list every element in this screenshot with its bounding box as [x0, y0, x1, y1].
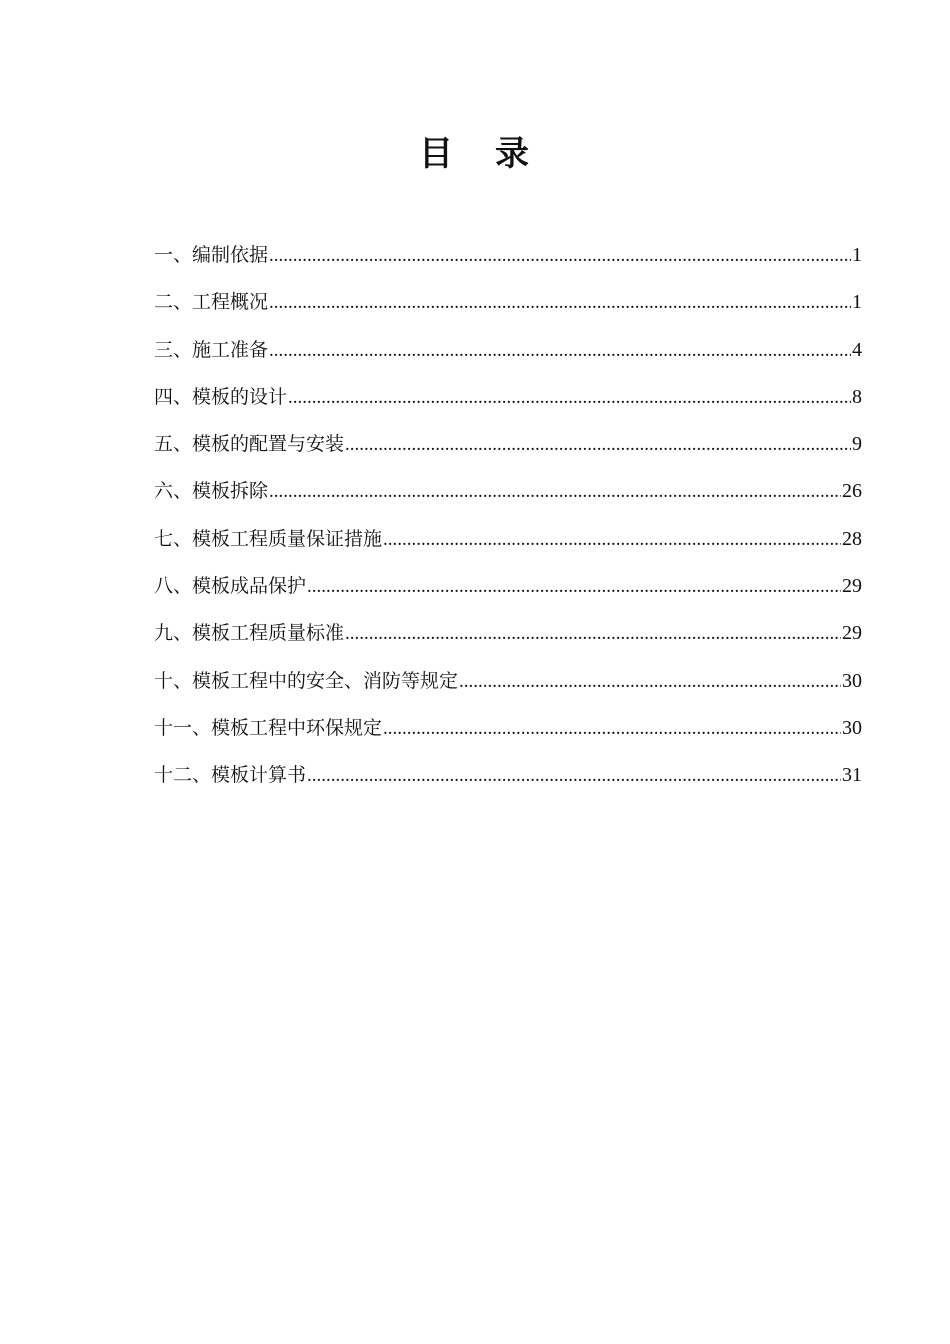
toc-entry-page: 29 — [842, 575, 862, 598]
toc-entry-5[interactable] — [154, 421, 862, 468]
toc-entry-label: 八、模板成品保护 — [154, 575, 307, 598]
toc-dot-leader — [307, 563, 841, 610]
toc-dot-leader — [383, 516, 841, 563]
toc-entry-page: 30 — [842, 716, 862, 739]
toc-entry-11[interactable] — [154, 705, 862, 752]
toc-entry-label: 七、模板工程质量保证措施 — [154, 527, 383, 550]
toc-entry-page: 4 — [852, 338, 862, 361]
toc-entry-page: 8 — [852, 385, 862, 408]
toc-entry-10[interactable] — [154, 658, 862, 705]
toc-dot-leader — [269, 279, 851, 326]
toc-entry-label: 四、模板的设计 — [154, 385, 288, 408]
toc-dot-leader — [345, 610, 841, 657]
toc-entry-label: 三、施工准备 — [154, 338, 269, 361]
toc-dot-leader — [269, 468, 841, 515]
toc-entry-7[interactable] — [154, 516, 862, 563]
toc-entry-4[interactable] — [154, 374, 862, 421]
toc-entry-label: 十二、模板计算书 — [154, 764, 307, 787]
toc-entry-page: 26 — [842, 480, 862, 503]
toc-entry-page: 31 — [842, 764, 862, 787]
toc-entry-page: 9 — [852, 433, 862, 456]
toc-entry-page: 1 — [852, 291, 862, 314]
table-of-contents — [154, 232, 862, 800]
toc-dot-leader — [269, 232, 851, 279]
toc-dot-leader — [459, 658, 841, 705]
page-title-char-1: 目 — [419, 134, 455, 174]
toc-entry-label: 五、模板的配置与安装 — [154, 433, 345, 456]
toc-dot-leader — [307, 752, 841, 799]
toc-entry-12[interactable] — [154, 752, 862, 799]
toc-entry-label: 六、模板拆除 — [154, 480, 269, 503]
toc-entry-1[interactable] — [154, 232, 862, 279]
toc-entry-page: 30 — [842, 669, 862, 692]
toc-entry-label: 二、工程概况 — [154, 291, 269, 314]
toc-entry-3[interactable] — [154, 327, 862, 374]
toc-dot-leader — [288, 374, 851, 421]
toc-entry-8[interactable] — [154, 563, 862, 610]
toc-entry-6[interactable] — [154, 468, 862, 515]
toc-entry-page: 28 — [842, 527, 862, 550]
page-title — [0, 128, 950, 180]
toc-entry-9[interactable] — [154, 610, 862, 657]
toc-entry-label: 十一、模板工程中环保规定 — [154, 716, 383, 739]
toc-dot-leader — [383, 705, 841, 752]
toc-entry-page: 29 — [842, 622, 862, 645]
toc-entry-2[interactable] — [154, 279, 862, 326]
toc-dot-leader — [269, 327, 851, 374]
toc-entry-label: 一、编制依据 — [154, 244, 269, 266]
toc-entry-page: 1 — [852, 244, 862, 266]
toc-entry-label: 九、模板工程质量标准 — [154, 622, 345, 645]
page-title-char-2: 录 — [495, 134, 531, 174]
toc-dot-leader — [345, 421, 851, 468]
toc-entry-label: 十、模板工程中的安全、消防等规定 — [154, 669, 459, 692]
